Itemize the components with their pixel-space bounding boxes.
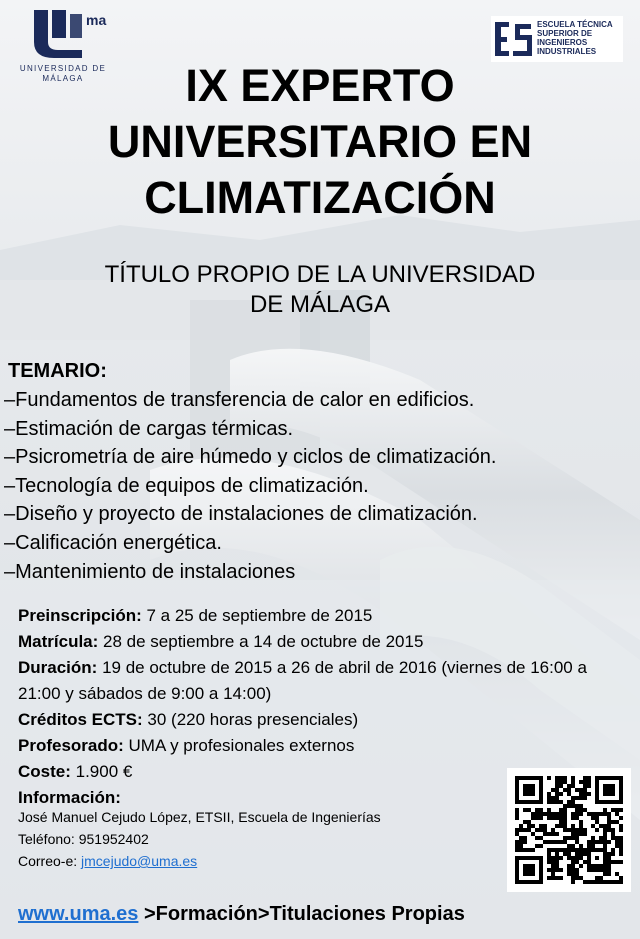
preinscripcion-row — [18, 603, 628, 629]
temario-item: –Mantenimiento de instalaciones — [4, 560, 296, 583]
etsii-line-3: INGENIEROS — [537, 38, 588, 47]
page-title — [0, 58, 640, 226]
preinscripcion-label: Preinscripción: — [18, 606, 142, 625]
temario-list — [4, 386, 496, 586]
etsii-line-4: INDUSTRIALES — [537, 47, 597, 56]
temario-heading: TEMARIO: — [8, 360, 107, 382]
etsii-logo-text — [537, 20, 613, 56]
footer-path: >Formación>Titulaciones Propias — [138, 903, 465, 925]
duracion-row — [18, 655, 628, 707]
coste-value: 1.900 € — [70, 762, 133, 781]
temario-item: –Calificación energética. — [4, 531, 222, 554]
duracion-label: Duración: — [18, 658, 98, 677]
matricula-label: Matrícula: — [18, 632, 99, 651]
title-line-1: IX EXPERTO — [185, 60, 455, 111]
uma-logo-icon — [26, 8, 86, 60]
phone-value: 951952402 — [74, 831, 149, 847]
etsii-logo-icon — [493, 18, 535, 60]
etsii-line-2: SUPERIOR DE — [537, 29, 593, 38]
uma-logo-mark: ma — [86, 12, 107, 28]
uma-logo-name: UNIVERSIDAD DE MÁLAGA — [19, 64, 107, 83]
informacion-label: Información: — [18, 788, 121, 807]
contact-info — [18, 806, 381, 872]
subtitle-line-1: TÍTULO PROPIO DE LA UNIVERSIDAD — [104, 261, 536, 288]
creditos-label: Créditos ECTS: — [18, 710, 143, 729]
footer — [18, 903, 465, 926]
etsii-line-1: ESCUELA TÉCNICA — [537, 20, 613, 29]
temario-item: –Fundamentos de transferencia de calor en edificios. — [4, 389, 475, 411]
matricula-row — [18, 629, 628, 655]
creditos-value: 30 (220 horas presenciales) — [142, 710, 359, 729]
preinscripcion-value: 7 a 25 de septiembre de 2015 — [141, 606, 373, 625]
coste-label: Coste: — [18, 762, 71, 781]
temario-item: –Psicrometría de aire húmedo y ciclos de climatización. — [4, 446, 497, 469]
temario-item: –Tecnología de equipos de climatización. — [4, 474, 369, 497]
profesorado-label: Profesorado: — [18, 736, 124, 755]
qr-code-icon — [515, 776, 623, 884]
email-link[interactable]: jmcejudo@uma.es — [81, 853, 198, 869]
subtitle — [0, 260, 640, 320]
temario-item: –Diseño y proyecto de instalaciones de climatización. — [4, 503, 478, 526]
profesorado-value: UMA y profesionales externos — [123, 736, 355, 755]
phone-label: Teléfono: — [18, 831, 75, 847]
etsii-logo — [491, 16, 623, 62]
title-line-2: UNIVERSITARIO EN — [107, 116, 533, 167]
contact-phone-row — [18, 828, 381, 850]
qr-code — [507, 768, 631, 892]
profesorado-row — [18, 733, 628, 759]
title-line-3: CLIMATIZACIÓN — [144, 172, 496, 223]
matricula-value: 28 de septiembre a 14 de octubre de 2015 — [98, 632, 424, 651]
contact-email-row — [18, 850, 381, 872]
creditos-row — [18, 707, 628, 733]
temario-item: –Estimación de cargas térmicas. — [4, 417, 294, 440]
contact-person: José Manuel Cejudo López, ETSII, Escuela de Ingenierías — [18, 809, 381, 825]
duracion-value: 19 de octubre de 2015 a 26 de abril de 2016 (viernes de 16:00 a 21:00 y sábados de 9:00 a 14:00) — [18, 658, 587, 703]
email-label: Correo-e: — [18, 853, 82, 869]
subtitle-line-2: DE MÁLAGA — [249, 291, 391, 318]
uma-website-link[interactable]: www.uma.es — [18, 903, 139, 925]
